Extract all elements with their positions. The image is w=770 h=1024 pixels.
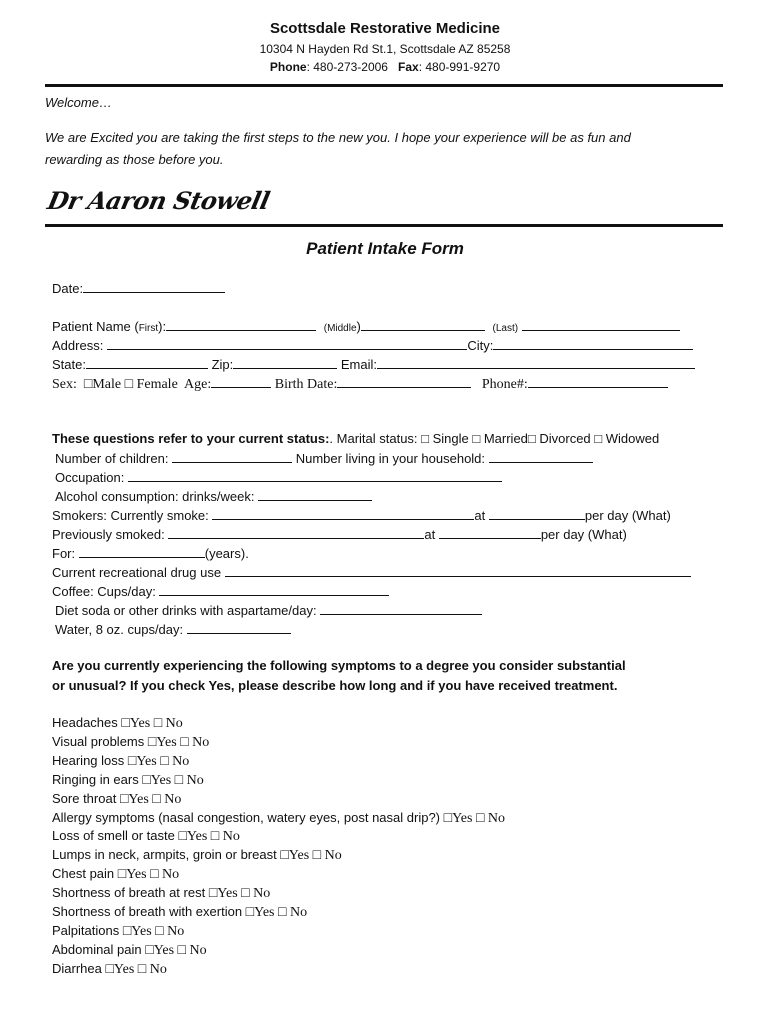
symptom-label: Hearing loss: [52, 752, 128, 768]
symptom-label: Allergy symptoms (nasal congestion, watery eyes, post nasal drip?): [52, 809, 444, 825]
drug-use-label: Current recreational drug use: [52, 565, 222, 580]
female-checkbox[interactable]: □ Female: [124, 377, 178, 392]
symptom-row: [52, 885, 270, 902]
water-field[interactable]: [187, 621, 291, 634]
middle-close: ): [356, 319, 361, 334]
symptom-yes-no-checkbox[interactable]: □Yes □ No: [105, 961, 167, 977]
symptom-yes-no-checkbox[interactable]: □Yes □ No: [127, 753, 190, 769]
fax-label: Fax: [398, 60, 419, 74]
last-label: (Last): [492, 323, 519, 334]
symptom-row: [52, 923, 184, 940]
middle-label: (Middle: [323, 323, 357, 334]
date-label: Date:: [52, 281, 84, 296]
smokers-per-day: per day (What): [584, 508, 671, 523]
symptom-row: [52, 961, 167, 978]
first-label: First: [138, 323, 159, 334]
marital-status[interactable]: . Marital status: □ Single □ Married□ Divorced □ Widowed: [329, 431, 660, 446]
symptom-row: [52, 753, 189, 770]
symptom-row: [52, 942, 207, 959]
phone-number: : 480-273-2006: [306, 60, 388, 74]
occupation-field[interactable]: [128, 469, 502, 482]
email-field[interactable]: [377, 356, 695, 369]
symptom-label: Shortness of breath at rest: [52, 885, 209, 901]
occupation-row: [55, 469, 502, 485]
prev-smoked-row: [52, 526, 627, 542]
alcohol-row: [55, 488, 372, 504]
address-label: Address:: [52, 338, 104, 353]
smokers-row: [52, 507, 671, 523]
fax-number: : 480-991-9270: [418, 60, 501, 74]
status-heading: These questions refer to your current status:: [52, 431, 330, 446]
symptom-yes-no-checkbox[interactable]: □Yes □ No: [119, 791, 182, 807]
date-row: [52, 280, 225, 296]
symptom-label: Sore throat: [52, 790, 120, 806]
sex-row: [52, 375, 668, 393]
age-field[interactable]: [211, 375, 271, 388]
welcome-divider: [45, 224, 723, 227]
symptom-row: [52, 847, 342, 864]
symptom-row: [52, 828, 240, 845]
symptom-row: [52, 810, 505, 827]
status-heading-row: [52, 431, 659, 446]
symptom-label: Lumps in neck, armpits, groin or breast: [52, 847, 281, 863]
symptom-yes-no-checkbox[interactable]: □Yes □ No: [280, 848, 342, 864]
water-row: [55, 621, 291, 637]
welcome-line-1: We are Excited you are taking the first steps to the new you. I hope your experience will be as fun and: [45, 130, 631, 145]
symptom-row: [52, 772, 204, 789]
symptom-yes-no-checkbox[interactable]: □Yes □ No: [121, 716, 183, 731]
symptom-label: Diarrhea: [52, 960, 106, 976]
diet-soda-field[interactable]: [320, 602, 482, 615]
city-field[interactable]: [493, 337, 693, 350]
symptom-label: Loss of smell or taste: [52, 828, 179, 844]
symptom-yes-no-checkbox[interactable]: □Yes □ No: [147, 734, 210, 750]
diet-soda-row: [55, 602, 482, 618]
form-title: Patient Intake Form: [306, 239, 464, 258]
symptom-row: [52, 866, 179, 883]
for-row: [52, 545, 249, 561]
children-field[interactable]: [172, 450, 292, 463]
first-close: ):: [158, 319, 167, 334]
prev-smoked-amount-field[interactable]: [439, 526, 541, 539]
symptom-yes-no-checkbox[interactable]: □Yes □ No: [142, 772, 204, 788]
welcome-greeting: Welcome…: [45, 95, 112, 110]
practice-name: Scottsdale Restorative Medicine: [269, 20, 501, 37]
address-row: [52, 337, 693, 353]
address-field[interactable]: [107, 337, 467, 350]
city-label: City:: [467, 338, 494, 353]
header-divider: [45, 84, 723, 87]
doctor-signature: Dr Aaron Stowell: [44, 186, 273, 215]
symptom-row: [52, 791, 181, 808]
symptom-row: [52, 715, 183, 732]
for-label: For:: [52, 546, 76, 561]
prev-smoked-per-day: per day (What): [540, 527, 627, 542]
symptom-label: Shortness of breath with exertion: [52, 904, 246, 919]
email-label: Email:: [340, 357, 378, 372]
sex-label: Sex:: [52, 377, 77, 392]
symptom-row: [52, 904, 307, 921]
smokers-field[interactable]: [212, 507, 474, 520]
symptoms-heading-2: or unusual? If you check Yes, please describe how long and if you have received treatment.: [52, 678, 618, 693]
phone-label: Phone: [269, 60, 307, 74]
age-label: Age:: [184, 377, 212, 392]
practice-contact: [0, 60, 770, 74]
symptom-yes-no-checkbox[interactable]: □Yes □ No: [245, 905, 308, 920]
for-years-field[interactable]: [79, 545, 205, 558]
first-name-field[interactable]: [166, 318, 316, 331]
symptom-yes-no-checkbox[interactable]: □Yes □ No: [443, 810, 506, 826]
occupation-label: Occupation:: [55, 470, 125, 485]
children-label: Number of children:: [55, 451, 169, 466]
coffee-label: Coffee: Cups/day:: [52, 584, 156, 599]
drug-use-field[interactable]: [225, 564, 691, 577]
symptom-row: [52, 734, 209, 751]
symptom-yes-no-checkbox[interactable]: □Yes □ No: [145, 942, 207, 958]
symptom-label: Visual problems: [52, 733, 148, 749]
phone-field[interactable]: [528, 375, 668, 388]
birth-date-field[interactable]: [337, 375, 471, 388]
diet-soda-label: Diet soda or other drinks with aspartame/day:: [55, 603, 317, 618]
years-label: (years).: [204, 546, 249, 561]
welcome-line-2: rewarding as those before you.: [45, 152, 224, 167]
state-field[interactable]: [86, 356, 208, 369]
water-label: Water, 8 oz. cups/day:: [55, 622, 184, 637]
symptom-yes-no-checkbox[interactable]: □Yes □ No: [117, 867, 180, 883]
date-field[interactable]: [83, 280, 225, 293]
zip-label: Zip:: [211, 357, 234, 372]
children-row: [55, 450, 593, 466]
alcohol-field[interactable]: [258, 488, 372, 501]
smokers-at: at: [474, 508, 486, 523]
state-label: State:: [52, 357, 86, 372]
smokers-amount-field[interactable]: [489, 507, 585, 520]
symptom-label: Ringing in ears: [52, 771, 143, 787]
phone-label-field: Phone#:: [481, 377, 528, 392]
symptom-label: Headaches: [52, 715, 122, 730]
practice-address: 10304 N Hayden Rd St.1, Scottsdale AZ 85258: [259, 42, 511, 56]
zip-field[interactable]: [233, 356, 337, 369]
male-checkbox[interactable]: □Male: [83, 377, 122, 392]
symptom-label: Abdominal pain: [52, 941, 146, 957]
state-row: [52, 356, 695, 372]
patient-name-label: Patient Name (: [52, 319, 139, 334]
smokers-label: Smokers: Currently smoke:: [52, 508, 209, 523]
drug-use-row: [52, 564, 691, 580]
last-name-field[interactable]: [522, 318, 680, 331]
symptom-label: Palpitations: [52, 922, 123, 938]
household-field[interactable]: [489, 450, 593, 463]
prev-smoked-at: at: [424, 527, 436, 542]
alcohol-label: Alcohol consumption: drinks/week:: [55, 489, 255, 504]
prev-smoked-field[interactable]: [168, 526, 424, 539]
symptom-yes-no-checkbox[interactable]: □Yes □ No: [122, 923, 185, 939]
household-label: Number living in your household:: [295, 451, 486, 466]
middle-name-field[interactable]: [361, 318, 485, 331]
symptom-yes-no-checkbox[interactable]: □Yes □ No: [178, 829, 240, 845]
prev-smoked-label: Previously smoked:: [52, 527, 165, 542]
coffee-row: [52, 583, 389, 599]
birth-date-label: Birth Date:: [274, 377, 338, 392]
patient-name-row: [52, 318, 680, 334]
symptom-yes-no-checkbox[interactable]: □Yes □ No: [208, 886, 271, 902]
coffee-field[interactable]: [159, 583, 389, 596]
symptoms-heading-1: Are you currently experiencing the following symptoms to a degree you consider substantial: [52, 658, 626, 673]
symptom-label: Chest pain: [52, 866, 118, 882]
